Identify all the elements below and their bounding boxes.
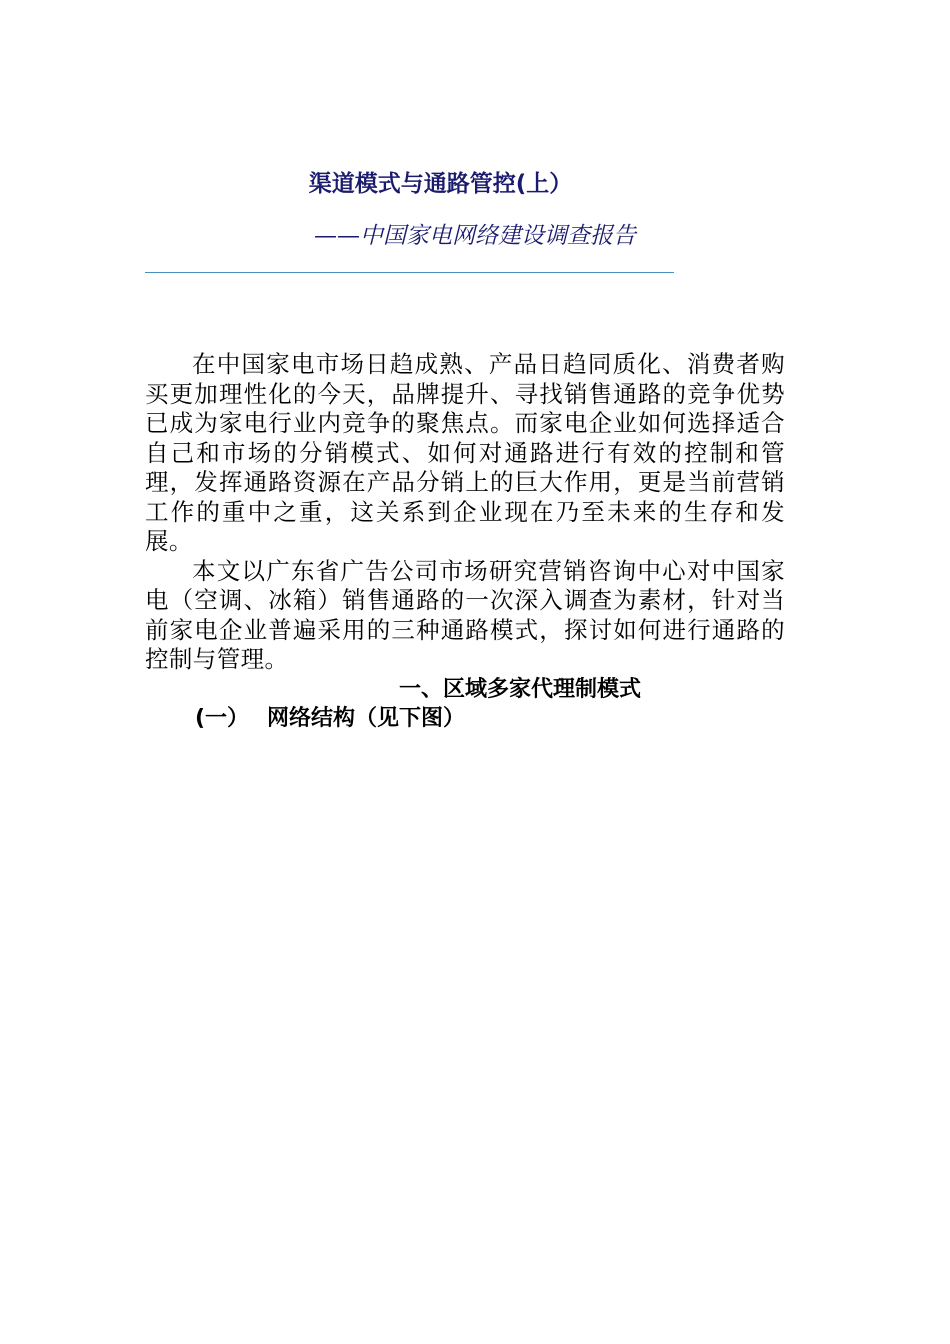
- document-title: 渠道模式与通路管控(上）: [308, 171, 573, 197]
- document-body: [145, 350, 785, 734]
- section-heading: 一、区域多家代理制模式: [398, 676, 641, 702]
- subsection-number: (一）: [195, 706, 250, 731]
- document-subtitle: ——中国家电网络建设调查报告: [314, 223, 636, 249]
- subsection-heading: [145, 704, 785, 734]
- title-divider: [145, 272, 674, 273]
- paragraph-intro: 在中国家电市场日趋成熟、产品日趋同质化、消费者购买更加理性化的今天，品牌提升、寻找销售通路的竞争优势已成为家电行业内竞争的聚焦点。而家电企业如何选择适合自己和市场的分销模式、如何对通路进行有效的控制和管理，发挥通路资源在产品分销上的巨大作用，更是当前营销工作的重中之重，这关系到企业现在乃至未来的生存和发展。: [145, 350, 785, 555]
- paragraph-scope: 本文以广东省广告公司市场研究营销咨询中心对中国家电（空调、冰箱）销售通路的一次深入调查为素材，针对当前家电企业普遍采用的三种通路模式，探讨如何进行通路的控制与管理。: [145, 556, 785, 673]
- subsection-title: 网络结构（见下图）: [267, 706, 466, 731]
